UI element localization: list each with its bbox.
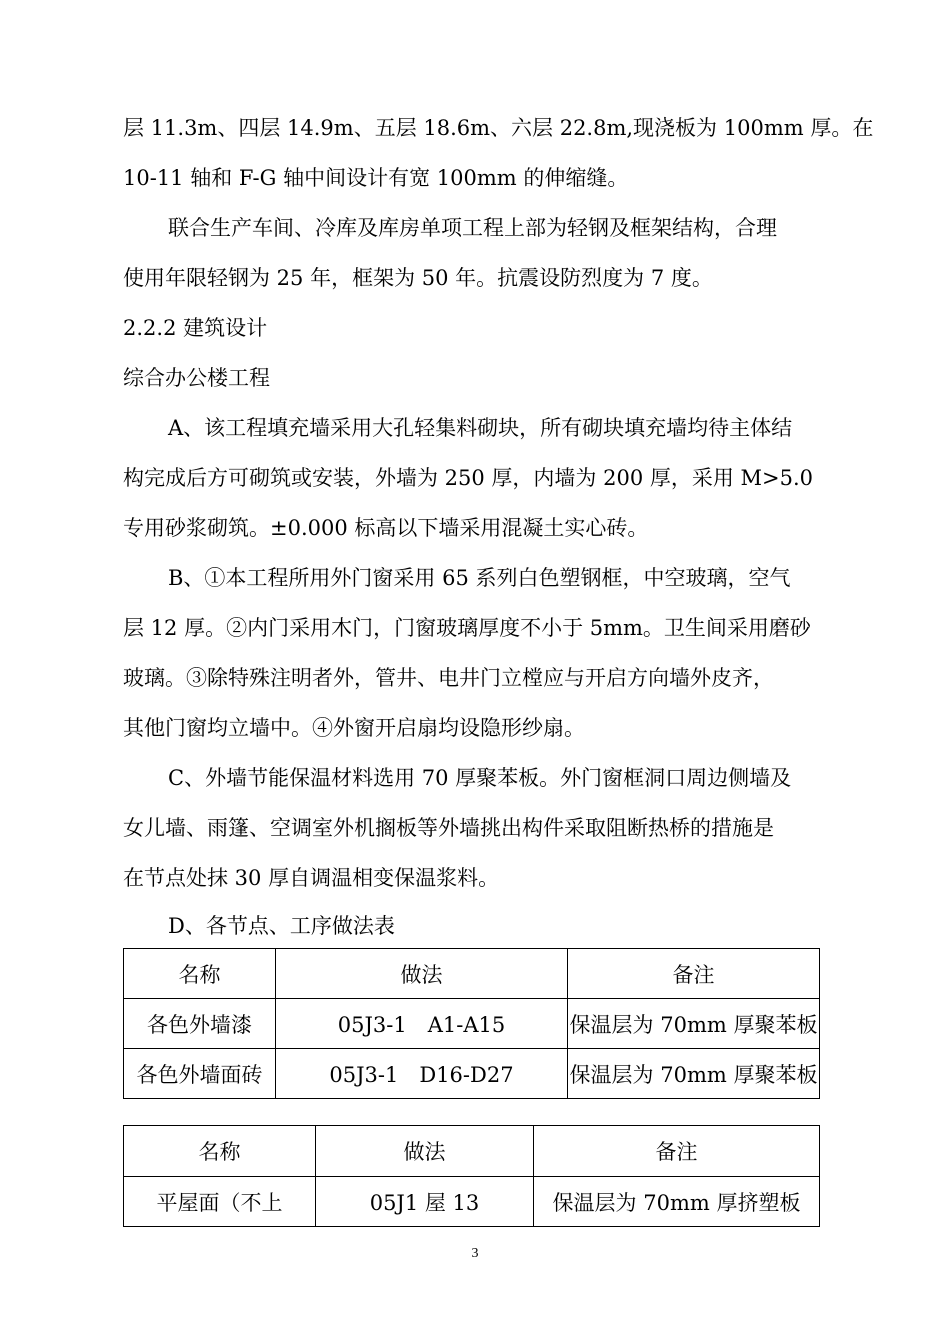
table-row	[124, 1177, 820, 1227]
table-row	[124, 999, 820, 1049]
paragraph-line: C、外墙节能保温材料选用 70 厚聚苯板。外门窗框洞口周边侧墙及	[168, 766, 792, 790]
table-header-row	[124, 949, 820, 999]
paragraph-line: 女儿墙、雨篷、空调室外机搁板等外墙挑出构件采取阻断热桥的措施是	[123, 816, 774, 840]
procedures-table-2	[123, 1125, 820, 1227]
paragraph-line: 层 11.3m、四层 14.9m、五层 18.6m、六层 22.8m,现浇板为 100mm 厚。在	[123, 116, 874, 140]
paragraph-line: A、该工程填充墙采用大孔轻集料砌块，所有砌块填充墙均待主体结	[168, 416, 793, 440]
cell-name: 平屋面（不上	[124, 1177, 316, 1227]
header-method: 做法	[316, 1126, 534, 1177]
cell-method: 05J3-1 A1-A15	[276, 999, 568, 1049]
paragraph-line: 联合生产车间、冷库及库房单项工程上部为轻钢及框架结构，合理	[168, 216, 777, 240]
table-row	[124, 1049, 820, 1099]
paragraph-line: 在节点处抹 30 厚自调温相变保温浆料。	[123, 866, 500, 890]
paragraph-line: 专用砂浆砌筑。±0.000 标高以下墙采用混凝土实心砖。	[123, 516, 649, 540]
header-name: 名称	[124, 949, 276, 999]
cell-method: 05J3-1 D16-D27	[276, 1049, 568, 1099]
cell-name: 各色外墙面砖	[124, 1049, 276, 1099]
procedures-table-1	[123, 948, 820, 1099]
header-remark: 备注	[534, 1126, 820, 1177]
header-name: 名称	[124, 1126, 316, 1177]
cell-method: 05J1 屋 13	[316, 1177, 534, 1227]
subsection-heading: 综合办公楼工程	[123, 366, 270, 390]
page-number: 3	[471, 1246, 479, 1261]
header-remark: 备注	[568, 949, 820, 999]
cell-remark: 保温层为 70mm 厚挤塑板	[534, 1177, 820, 1227]
cell-name: 各色外墙漆	[124, 999, 276, 1049]
paragraph-line: 10-11 轴和 F-G 轴中间设计有宽 100mm 的伸缩缝。	[123, 166, 629, 190]
paragraph-line: 构完成后方可砌筑或安装，外墙为 250 厚，内墙为 200 厚，采用 M>5.0	[123, 466, 814, 490]
paragraph-line: 使用年限轻钢为 25 年，框架为 50 年。抗震设防烈度为 7 度。	[123, 266, 713, 290]
table-caption: D、各节点、工序做法表	[168, 914, 395, 938]
table-header-row	[124, 1126, 820, 1177]
header-method: 做法	[276, 949, 568, 999]
cell-remark: 保温层为 70mm 厚聚苯板	[568, 1049, 820, 1099]
paragraph-line: 玻璃。③除特殊注明者外，管井、电井门立樘应与开启方向墙外皮齐，	[123, 666, 774, 690]
cell-remark: 保温层为 70mm 厚聚苯板	[568, 999, 820, 1049]
paragraph-line: 其他门窗均立墙中。④外窗开启扇均设隐形纱扇。	[123, 716, 585, 740]
paragraph-line: 层 12 厚。②内门采用木门，门窗玻璃厚度不小于 5mm。卫生间采用磨砂	[123, 616, 811, 640]
section-heading: 2.2.2 建筑设计	[123, 316, 268, 340]
paragraph-line: B、①本工程所用外门窗采用 65 系列白色塑钢框，中空玻璃，空气	[168, 566, 791, 590]
